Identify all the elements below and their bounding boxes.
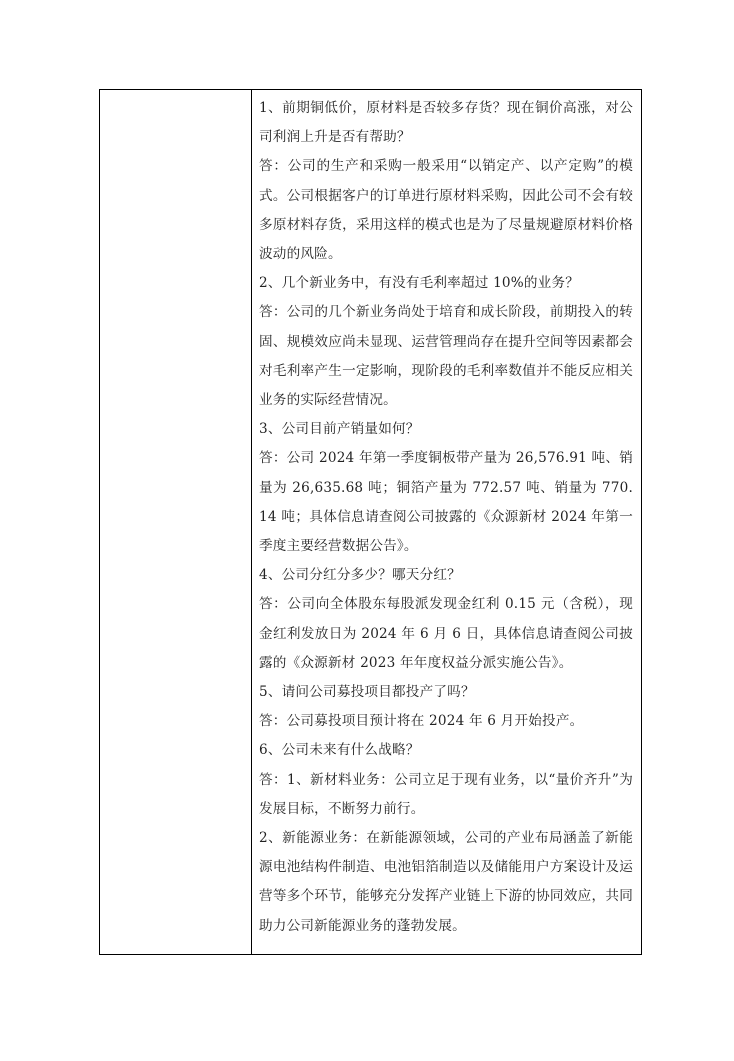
answer-2: 答：公司的几个新业务尚处于培育和成长阶段，前期投入的转固、规模效应尚未显现、运营管理尚存在提升空间等因素都会对毛利率产生一定影响，现阶段的毛利率数值并不能反应相关业务的实际经营情况。 [259, 304, 633, 409]
answer-6-part-1: 答：1、新材料业务：公司立足于现有业务，以“量价齐升”为发展目标，不断努力前行。 [259, 771, 633, 817]
question-6: 6、公司未来有什么战略？ [259, 742, 420, 759]
table-content-cell [252, 90, 641, 954]
answer-1: 答：公司的生产和采购一般采用“以销定产、以产定购”的模式。公司根据客户的订单进行原材料采购，因此公司不会有较多原材料存货，采用这样的模式也是为了尽量规避原材料价格波动的风险。 [259, 158, 633, 263]
question-5: 5、请问公司募投项目都投产了吗？ [259, 684, 475, 701]
content-table [99, 89, 642, 955]
answer-3: 答：公司 2024 年第一季度铜板带产量为 26,576.91 吨、销量为 26,635.68 吨；铜箔产量为 772.57 吨、销量为 770.14 吨；具体信息请查阅公司披露的《众源新材 2024 年第一季度主要经营数据公告》。 [259, 450, 633, 555]
answer-5: 答：公司募投项目预计将在 2024 年 6 月开始投产。 [259, 713, 584, 730]
question-4: 4、公司分红分多少？哪天分红？ [259, 567, 461, 584]
answer-6-part-2: 2、新能源业务：在新能源领域，公司的产业布局涵盖了新能源电池结构件制造、电池铝箔制造以及储能用户方案设计及运营等多个环节，能够充分发挥产业链上下游的协同效应，共同助力公司新能源业务的蓬勃发展。 [259, 830, 633, 934]
answer-4: 答：公司向全体股东每股派发现金红利 0.15 元（含税），现金红利发放日为 2024 年 6 月 6 日，具体信息请查阅公司披露的《众源新材 2023 年年度权益分派实施公告》。 [259, 596, 633, 671]
question-1: 1、前期铜低价，原材料是否较多存货？现在铜价高涨，对公司利润上升是否有帮助？ [259, 100, 633, 146]
question-3: 3、公司目前产销量如何？ [259, 421, 420, 438]
question-2: 2、几个新业务中，有没有毛利率超过 10%的业务？ [259, 275, 580, 292]
table-label-cell [100, 90, 252, 954]
